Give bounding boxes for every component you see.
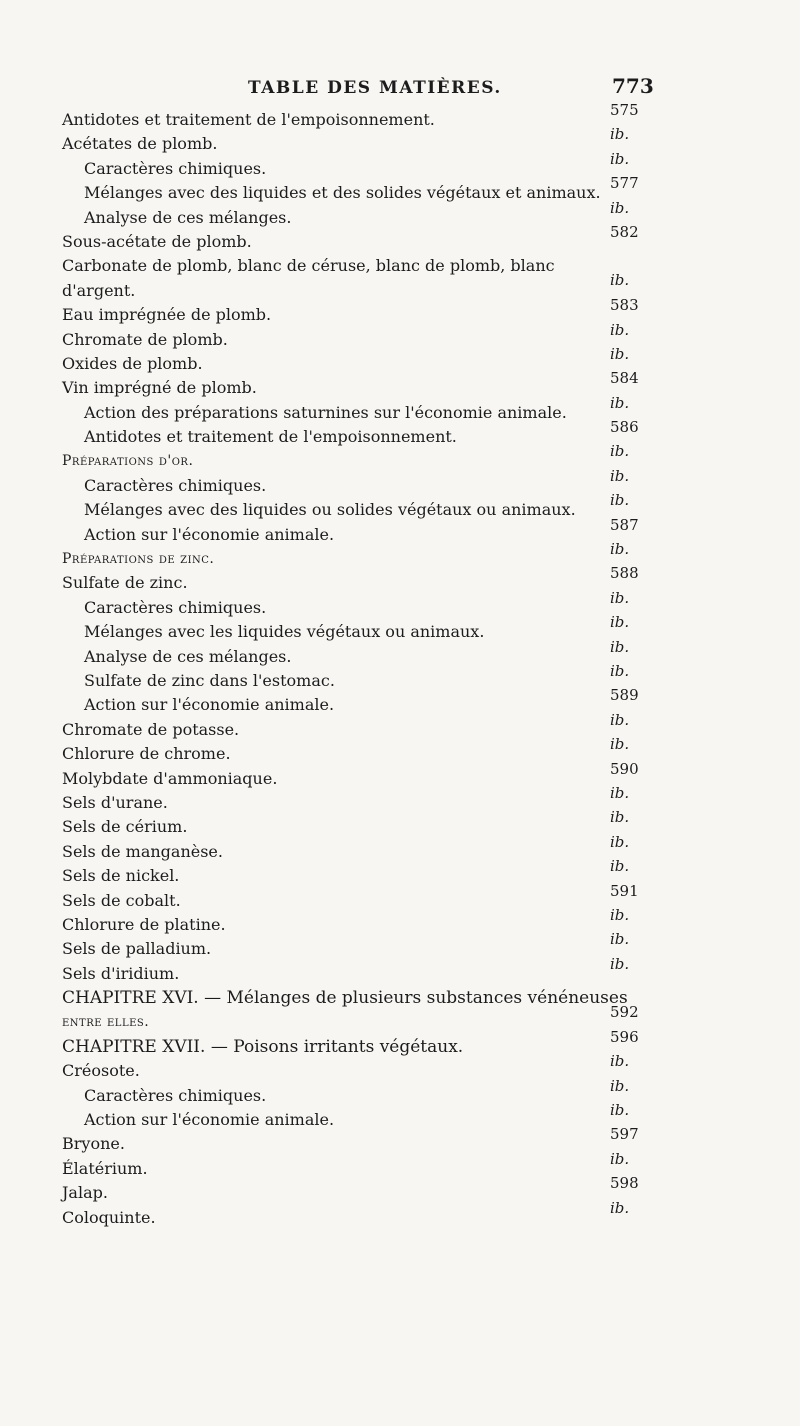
toc-entry (62, 954, 662, 986)
entry-page-number: ib. (610, 857, 630, 876)
toc-entry (62, 710, 662, 742)
entry-page-number: ib. (610, 832, 630, 851)
toc-entry (62, 588, 662, 620)
toc-entry (62, 101, 662, 132)
toc-entry (62, 369, 662, 400)
toc-entry (62, 1125, 662, 1156)
entry-page-number: ib. (610, 1149, 630, 1168)
toc-entry (62, 442, 662, 473)
entry-page-number: ib. (610, 320, 630, 339)
toc-entry (62, 344, 662, 376)
entry-page-number: ib. (610, 930, 630, 949)
entry-label: Analyse de ces mélanges. (84, 207, 292, 227)
entry-page-number: ib. (610, 1101, 630, 1120)
entry-page-number: 592 (610, 1003, 639, 1022)
chapter-entry (62, 1027, 662, 1059)
toc-entry (62, 1198, 662, 1230)
toc-entry (62, 393, 662, 425)
entry-label: Carbonate de plomb, blanc de céruse, blanc de plomb, blanc (62, 256, 555, 276)
toc-entry (62, 491, 662, 522)
toc-entry (62, 613, 662, 644)
entry-label: Antidotes et traitement de l'empoisonnement. (62, 110, 435, 129)
entry-label: Jalap. (62, 1183, 108, 1203)
entry-label: Acétates de plomb. (62, 134, 218, 154)
entry-page-number: 586 (610, 418, 639, 437)
entry-label: Sels de nickel. (62, 866, 180, 886)
toc-entry (62, 125, 662, 156)
toc-entry (62, 1174, 662, 1205)
entry-label: Vin imprégné de plomb. (62, 378, 257, 398)
entry-label: Caractères chimiques. (84, 158, 267, 178)
toc-entry (62, 662, 662, 693)
entry-page-number: 582 (610, 222, 639, 241)
entry-label-continuation: d'argent. (62, 280, 136, 300)
entry-page-number: ib. (610, 808, 630, 827)
entry-page-number: ib. (610, 710, 630, 729)
toc-entry (62, 418, 662, 449)
entry-page-number: ib. (610, 271, 630, 290)
entry-label: Bryone. (62, 1134, 125, 1154)
entry-label: Antidotes et traitement de l'empoisonnement. (84, 427, 457, 447)
entry-page-number: ib. (610, 735, 630, 754)
entry-page-number: ib. (610, 954, 630, 973)
toc-entry (62, 759, 662, 791)
entry-label: Action sur l'économie animale. (84, 695, 335, 715)
toc-entry (62, 735, 662, 766)
entry-label: Oxides de plomb. (62, 353, 203, 373)
entry-page-number: 575 (610, 101, 639, 119)
toc-entry (62, 1101, 662, 1132)
entry-label: Caractères chimiques. (84, 475, 267, 495)
entry-label: Coloquinte. (62, 1207, 156, 1227)
entry-label: Chromate de plomb. (62, 329, 228, 349)
entry-label: Mélanges avec des liquides ou solides végétaux ou animaux. (84, 500, 576, 520)
entry-label: Sulfate de zinc dans l'estomac. (84, 671, 335, 690)
entry-page-number: 583 (610, 296, 639, 315)
toc-entry (62, 808, 662, 839)
entry-page-number: ib. (610, 393, 630, 412)
entry-page-number: ib. (610, 783, 630, 802)
toc-entry (62, 881, 662, 913)
toc-entry (62, 1076, 662, 1108)
toc-entry (62, 1052, 662, 1083)
entry-page-number: ib. (610, 149, 630, 168)
entry-label: CHAPITRE XVII. — Poisons irritants végétaux. (62, 1036, 464, 1057)
entry-label: Chromate de potasse. (62, 719, 240, 739)
entry-label: Chlorure de platine. (62, 914, 226, 934)
entry-page-number: ib. (610, 125, 630, 144)
toc-entry (62, 905, 662, 937)
page-number: 773 (612, 74, 654, 98)
entry-label: Préparations d'or. (62, 453, 194, 470)
entry-label: Sels de manganèse. (62, 841, 223, 861)
entry-label: Sels de cérium. (62, 817, 188, 837)
entry-label: Préparations de zinc. (62, 551, 215, 568)
toc-entry (62, 564, 662, 595)
entry-page-number: ib. (610, 466, 630, 485)
entry-page-number: 584 (610, 369, 639, 388)
entry-label: Eau imprégnée de plomb. (62, 305, 272, 325)
entry-page-number: ib. (610, 1052, 630, 1071)
toc-entry (62, 930, 662, 961)
entry-page-number: 589 (610, 686, 639, 705)
toc-entry (62, 174, 662, 205)
entry-label: Sulfate de zinc. (62, 573, 188, 593)
toc-entry (62, 515, 662, 547)
toc-entry (62, 1149, 662, 1181)
toc-entry (62, 832, 662, 864)
entry-page-number: ib. (610, 491, 630, 510)
entry-label: CHAPITRE XVI. — Mélanges de plusieurs substances vénéneuses (62, 988, 628, 1009)
entry-page-number: ib. (610, 198, 630, 217)
toc-entry (62, 466, 662, 498)
running-title: TABLE DES MATIÈRES. (248, 78, 502, 98)
entry-page-number: 597 (610, 1125, 639, 1144)
entry-label: Mélanges avec les liquides végétaux ou animaux. (84, 622, 485, 642)
entry-label: Sels d'urane. (62, 792, 168, 812)
entry-label: Sels d'iridium. (62, 963, 180, 983)
toc-entry (62, 637, 662, 669)
entry-page-number: 590 (610, 759, 639, 778)
entry-page-number: ib. (610, 540, 630, 559)
entry-page-number: ib. (610, 637, 630, 656)
entry-page-number: 588 (610, 564, 639, 583)
entry-label: Mélanges avec des liquides et des solides végétaux et animaux. (84, 183, 601, 203)
entry-page-number: ib. (610, 662, 630, 680)
entry-label: Action sur l'économie animale. (84, 524, 335, 544)
entry-page-number: 598 (610, 1174, 639, 1193)
entry-label: Analyse de ces mélanges. (84, 646, 292, 666)
entry-label: Action sur l'économie animale. (84, 1110, 335, 1130)
entry-label: Molybdate d'ammoniaque. (62, 768, 278, 788)
entry-page-number: 596 (610, 1027, 639, 1046)
table-of-contents (62, 101, 662, 1230)
entry-page-number: 591 (610, 881, 639, 900)
entry-page-number: ib. (610, 1198, 630, 1217)
entry-label: Sels de cobalt. (62, 890, 181, 910)
entry-label: Chlorure de chrome. (62, 744, 231, 764)
entry-page-number: ib. (610, 613, 630, 632)
toc-entry (62, 198, 662, 230)
chapter-entry (62, 986, 662, 1035)
entry-page-number: 587 (610, 515, 639, 534)
entry-label: Action des préparations saturnines sur l'économie animale. (84, 402, 567, 422)
toc-entry (62, 149, 662, 181)
entry-label: Élatérium. (62, 1158, 148, 1178)
toc-entry (62, 296, 662, 327)
toc-entry (62, 222, 662, 254)
entry-page-number: ib. (610, 905, 630, 924)
entry-label: Caractères chimiques. (84, 597, 267, 617)
entry-page-number: ib. (610, 442, 630, 461)
toc-entry (62, 857, 662, 888)
toc-entry (62, 540, 662, 571)
entry-page-number: 577 (610, 174, 639, 193)
toc-entry (62, 783, 662, 815)
entry-label: Sous-acétate de plomb. (62, 231, 252, 251)
entry-label: Sels de palladium. (62, 939, 212, 959)
toc-entry (62, 686, 662, 717)
entry-page-number: ib. (610, 1076, 630, 1095)
entry-label-continuation: entre elles. (62, 1014, 150, 1031)
toc-entry (62, 320, 662, 352)
entry-page-number: ib. (610, 344, 630, 363)
page-header (0, 74, 800, 108)
toc-entry (62, 254, 662, 303)
entry-page-number: ib. (610, 588, 630, 607)
entry-label: Caractères chimiques. (84, 1085, 267, 1105)
entry-label: Créosote. (62, 1061, 140, 1081)
